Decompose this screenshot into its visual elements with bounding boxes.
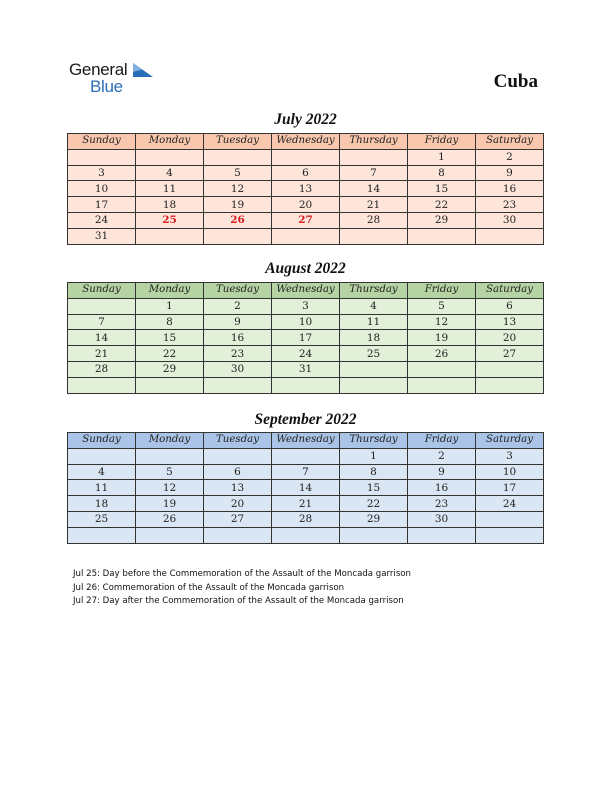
day-cell: 28 (340, 212, 408, 228)
empty-day-cell (272, 527, 340, 543)
day-cell: 21 (340, 197, 408, 213)
week-row (68, 149, 544, 165)
day-cell: 24 (272, 346, 340, 362)
day-cell: 23 (476, 197, 544, 213)
weekday-header: Saturday (476, 433, 544, 449)
week-row (68, 212, 544, 228)
empty-day-cell (272, 228, 340, 244)
day-cell: 13 (272, 181, 340, 197)
empty-day-cell (68, 298, 136, 314)
empty-day-cell (68, 527, 136, 543)
empty-day-cell (476, 377, 544, 393)
day-cell: 25 (68, 511, 136, 527)
day-cell: 17 (272, 330, 340, 346)
empty-day-cell (476, 228, 544, 244)
day-cell: 22 (136, 346, 204, 362)
day-cell: 15 (340, 480, 408, 496)
day-cell: 24 (476, 496, 544, 512)
day-cell: 23 (204, 346, 272, 362)
day-cell: 31 (272, 361, 340, 377)
week-row (68, 496, 544, 512)
day-cell: 15 (408, 181, 476, 197)
day-cell: 19 (204, 197, 272, 213)
empty-day-cell (476, 511, 544, 527)
holiday-note: Jul 27: Day after the Commemoration of the Assault of the Moncada garrison (73, 596, 404, 607)
day-cell: 27 (272, 212, 340, 228)
empty-day-cell (272, 149, 340, 165)
day-cell: 26 (204, 212, 272, 228)
day-cell: 22 (408, 197, 476, 213)
logo-triangle-icon (133, 63, 153, 77)
day-cell: 14 (340, 181, 408, 197)
day-cell: 18 (340, 330, 408, 346)
week-row (68, 314, 544, 330)
day-cell: 10 (68, 181, 136, 197)
holiday-notes (73, 568, 413, 609)
empty-day-cell (136, 149, 204, 165)
day-cell: 3 (476, 448, 544, 464)
week-row (68, 480, 544, 496)
empty-day-cell (340, 527, 408, 543)
empty-day-cell (476, 527, 544, 543)
day-cell: 10 (272, 314, 340, 330)
day-cell: 12 (136, 480, 204, 496)
day-cell: 3 (272, 298, 340, 314)
day-cell: 8 (408, 165, 476, 181)
week-row (68, 298, 544, 314)
weekday-header: Friday (408, 433, 476, 449)
empty-day-cell (136, 228, 204, 244)
day-cell: 7 (68, 314, 136, 330)
logo-general-text: General (69, 60, 128, 79)
empty-day-cell (272, 377, 340, 393)
day-cell: 16 (408, 480, 476, 496)
day-cell: 11 (68, 480, 136, 496)
empty-day-cell (204, 448, 272, 464)
empty-day-cell (68, 377, 136, 393)
day-cell: 21 (272, 496, 340, 512)
day-cell: 11 (340, 314, 408, 330)
week-row (68, 197, 544, 213)
day-cell: 30 (476, 212, 544, 228)
day-cell: 19 (408, 330, 476, 346)
weekday-header: Wednesday (272, 283, 340, 299)
empty-day-cell (68, 448, 136, 464)
day-cell: 5 (136, 464, 204, 480)
weekday-header: Thursday (340, 433, 408, 449)
weekday-header-row (68, 134, 544, 150)
day-cell: 18 (136, 197, 204, 213)
day-cell: 28 (272, 511, 340, 527)
day-cell: 13 (204, 480, 272, 496)
day-cell: 12 (408, 314, 476, 330)
country-title: Cuba (493, 71, 538, 92)
day-cell: 5 (408, 298, 476, 314)
empty-day-cell (204, 149, 272, 165)
day-cell: 9 (408, 464, 476, 480)
day-cell: 14 (68, 330, 136, 346)
day-cell: 6 (476, 298, 544, 314)
day-cell: 1 (408, 149, 476, 165)
day-cell: 4 (136, 165, 204, 181)
day-cell: 9 (476, 165, 544, 181)
empty-day-cell (340, 361, 408, 377)
weekday-header: Sunday (68, 433, 136, 449)
weekday-header: Wednesday (272, 134, 340, 150)
day-cell: 26 (408, 346, 476, 362)
day-cell: 27 (476, 346, 544, 362)
day-cell: 29 (340, 511, 408, 527)
calendar-august (67, 282, 544, 394)
empty-day-cell (408, 228, 476, 244)
day-cell: 20 (204, 496, 272, 512)
weekday-header: Friday (408, 283, 476, 299)
empty-day-cell (272, 448, 340, 464)
day-cell: 17 (68, 197, 136, 213)
calendar-july (67, 133, 544, 245)
empty-day-cell (408, 361, 476, 377)
day-cell: 12 (204, 181, 272, 197)
weekday-header: Wednesday (272, 433, 340, 449)
week-row (68, 377, 544, 393)
empty-day-cell (136, 377, 204, 393)
day-cell: 4 (340, 298, 408, 314)
day-cell: 16 (476, 181, 544, 197)
day-cell: 8 (136, 314, 204, 330)
day-cell: 6 (204, 464, 272, 480)
empty-day-cell (408, 527, 476, 543)
weekday-header: Thursday (340, 134, 408, 150)
weekday-header: Thursday (340, 283, 408, 299)
day-cell: 14 (272, 480, 340, 496)
week-row (68, 448, 544, 464)
weekday-header: Sunday (68, 134, 136, 150)
day-cell: 25 (136, 212, 204, 228)
empty-day-cell (136, 527, 204, 543)
week-row (68, 181, 544, 197)
brand-logo (69, 60, 169, 100)
empty-day-cell (204, 527, 272, 543)
week-row (68, 527, 544, 543)
day-cell: 10 (476, 464, 544, 480)
day-cell: 9 (204, 314, 272, 330)
day-cell: 29 (408, 212, 476, 228)
empty-day-cell (408, 377, 476, 393)
day-cell: 30 (204, 361, 272, 377)
empty-day-cell (340, 149, 408, 165)
day-cell: 1 (340, 448, 408, 464)
day-cell: 27 (204, 511, 272, 527)
day-cell: 30 (408, 511, 476, 527)
week-row (68, 330, 544, 346)
day-cell: 1 (136, 298, 204, 314)
day-cell: 6 (272, 165, 340, 181)
day-cell: 26 (136, 511, 204, 527)
weekday-header: Tuesday (204, 433, 272, 449)
weekday-header-row (68, 283, 544, 299)
weekday-header: Monday (136, 433, 204, 449)
day-cell: 28 (68, 361, 136, 377)
weekday-header: Monday (136, 283, 204, 299)
empty-day-cell (204, 377, 272, 393)
day-cell: 20 (476, 330, 544, 346)
day-cell: 7 (272, 464, 340, 480)
day-cell: 17 (476, 480, 544, 496)
empty-day-cell (136, 448, 204, 464)
month-title-august: August 2022 (265, 260, 346, 277)
weekday-header: Saturday (476, 283, 544, 299)
day-cell: 22 (340, 496, 408, 512)
week-row (68, 346, 544, 362)
week-row (68, 165, 544, 181)
holiday-note: Jul 26: Commemoration of the Assault of the Moncada garrison (73, 582, 345, 593)
week-row (68, 464, 544, 480)
week-row (68, 511, 544, 527)
calendar-september (67, 432, 544, 544)
day-cell: 2 (476, 149, 544, 165)
week-row (68, 361, 544, 377)
day-cell: 5 (204, 165, 272, 181)
day-cell: 20 (272, 197, 340, 213)
day-cell: 3 (68, 165, 136, 181)
weekday-header: Saturday (476, 134, 544, 150)
month-title-july: July 2022 (274, 111, 337, 128)
day-cell: 24 (68, 212, 136, 228)
day-cell: 2 (204, 298, 272, 314)
empty-day-cell (340, 377, 408, 393)
weekday-header: Friday (408, 134, 476, 150)
logo-blue-text: Blue (90, 77, 123, 96)
day-cell: 2 (408, 448, 476, 464)
weekday-header: Monday (136, 134, 204, 150)
weekday-header: Sunday (68, 283, 136, 299)
day-cell: 11 (136, 181, 204, 197)
weekday-header: Tuesday (204, 283, 272, 299)
day-cell: 18 (68, 496, 136, 512)
day-cell: 29 (136, 361, 204, 377)
day-cell: 25 (340, 346, 408, 362)
day-cell: 31 (68, 228, 136, 244)
day-cell: 4 (68, 464, 136, 480)
empty-day-cell (68, 149, 136, 165)
day-cell: 15 (136, 330, 204, 346)
day-cell: 21 (68, 346, 136, 362)
weekday-header: Tuesday (204, 134, 272, 150)
holiday-note: Jul 25: Day before the Commemoration of the Assault of the Moncada garrison (73, 569, 412, 579)
day-cell: 23 (408, 496, 476, 512)
day-cell: 8 (340, 464, 408, 480)
empty-day-cell (340, 228, 408, 244)
empty-day-cell (476, 361, 544, 377)
empty-day-cell (204, 228, 272, 244)
day-cell: 7 (340, 165, 408, 181)
day-cell: 16 (204, 330, 272, 346)
weekday-header-row (68, 433, 544, 449)
day-cell: 13 (476, 314, 544, 330)
week-row (68, 228, 544, 244)
day-cell: 19 (136, 496, 204, 512)
month-title-september: September 2022 (254, 411, 357, 428)
